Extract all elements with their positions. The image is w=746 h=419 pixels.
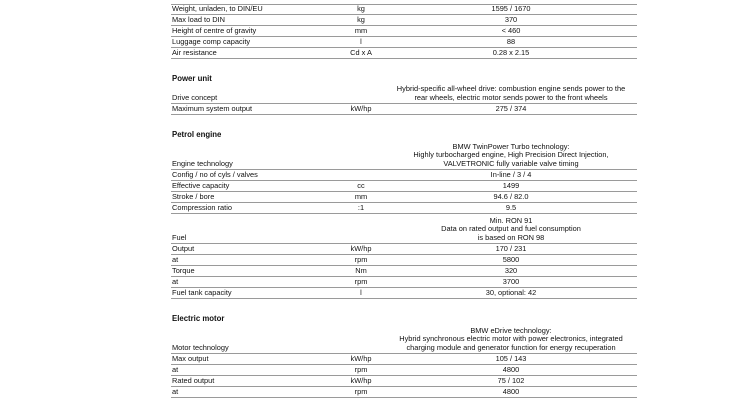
spec-label: Maximum system output: [172, 103, 253, 113]
spec-label: Height of centre of gravity: [172, 25, 257, 35]
spec-label: Max output: [172, 353, 209, 363]
spec-value: [385, 245, 637, 253]
spec-label: Fuel: [172, 232, 187, 242]
spec-value-line: BMW eDrive technology:: [470, 325, 552, 335]
spec-value-line: < 460: [501, 25, 521, 35]
spec-value: [385, 366, 637, 374]
spec-row: [171, 203, 637, 214]
spec-label: Rated output: [172, 375, 215, 385]
spec-unit: Cd x A: [350, 47, 372, 57]
spec-value-line: 4800: [502, 386, 520, 396]
spec-value-line: 1499: [502, 180, 520, 190]
spec-unit: Nm: [355, 265, 367, 275]
spec-unit: rpm: [354, 386, 368, 396]
spec-row: [171, 354, 637, 365]
spec-label: Fuel tank capacity: [172, 287, 232, 297]
spec-value: [385, 377, 637, 385]
spec-unit: rpm: [354, 276, 368, 286]
spec-value: [385, 143, 637, 168]
section-title: Electric motor: [172, 314, 225, 323]
spec-row: [171, 48, 637, 59]
spec-value-line: 275 / 374: [495, 103, 527, 113]
spec-value: [385, 49, 637, 57]
spec-value-line: 88: [506, 36, 516, 46]
spec-unit: kW/hp: [350, 103, 372, 113]
spec-row: [171, 365, 637, 376]
spec-value: [385, 217, 637, 242]
spec-value-line: Hybrid synchronous electric motor with power electronics, integrated: [399, 334, 623, 344]
section-title: Power unit: [172, 74, 212, 83]
spec-value-line: 30, optional: 42: [485, 287, 537, 297]
spec-row: [171, 255, 637, 266]
spec-value-line: charging module and generator function for energy recuperation: [406, 342, 616, 352]
spec-unit: kg: [357, 3, 365, 13]
spec-row: [171, 288, 637, 299]
spec-value: [385, 85, 637, 102]
spec-value: [385, 327, 637, 352]
spec-label: Motor technology: [172, 342, 229, 352]
spec-label: Torque: [172, 265, 195, 275]
spec-row: [171, 84, 637, 104]
spec-unit: mm: [354, 191, 368, 201]
spec-value-line: Data on rated output and fuel consumption: [441, 224, 581, 234]
spec-row: [171, 104, 637, 115]
spec-value-line: Min. RON 91: [489, 215, 533, 225]
spec-value: [385, 105, 637, 113]
spec-row: [171, 37, 637, 48]
spec-label: Stroke / bore: [172, 191, 215, 201]
spec-value: [385, 193, 637, 201]
spec-value: [385, 182, 637, 190]
spec-row: [171, 15, 637, 26]
spec-row: [171, 192, 637, 203]
spec-label: Air resistance: [172, 47, 217, 57]
spec-value-line: In-line / 3 / 4: [490, 169, 532, 179]
spec-value-line: rear wheels, electric motor sends power to the front wheels: [414, 92, 608, 102]
spec-unit: rpm: [354, 254, 368, 264]
spec-value-line: BMW TwinPower Turbo technology:: [452, 141, 570, 151]
spec-row: [171, 4, 637, 15]
spec-row: [171, 324, 637, 354]
spec-label: Effective capacity: [172, 180, 230, 190]
spec-value: [385, 5, 637, 13]
spec-unit: mm: [354, 25, 368, 35]
spec-unit: :1: [357, 202, 365, 212]
spec-row: [171, 181, 637, 192]
spec-value: [385, 27, 637, 35]
spec-unit: cc: [357, 180, 365, 190]
spec-unit: kW/hp: [350, 353, 372, 363]
spec-row: [171, 277, 637, 288]
section-title: Petrol engine: [172, 130, 222, 139]
spec-value: [385, 38, 637, 46]
spec-value-line: 170 / 231: [495, 243, 527, 253]
spec-value: [385, 171, 637, 179]
spec-unit: rpm: [354, 364, 368, 374]
spec-unit: kg: [357, 14, 365, 24]
spec-row: [171, 140, 637, 170]
spec-label: Compression ratio: [172, 202, 232, 212]
spec-value: [385, 278, 637, 286]
spec-label: Config / no of cyls / valves: [172, 169, 258, 179]
spec-label: at: [172, 254, 179, 264]
spec-row: [171, 214, 637, 244]
spec-value: [385, 355, 637, 363]
spec-value-line: is based on RON 98: [477, 232, 545, 242]
spec-value-line: 3700: [502, 276, 520, 286]
spec-value-line: Hybrid-specific all-wheel drive: combustion engine sends power to the: [396, 84, 626, 94]
spec-value: [385, 256, 637, 264]
spec-label: Luggage comp capacity: [172, 36, 251, 46]
spec-label: Output: [172, 243, 195, 253]
spec-value-line: 105 / 143: [495, 353, 527, 363]
spec-value-line: 1595 / 1670: [491, 3, 531, 13]
spec-value-line: VALVETRONIC fully variable valve timing: [443, 158, 579, 168]
spec-unit: l: [360, 287, 362, 297]
spec-value-line: 4800: [502, 364, 520, 374]
spec-value: [385, 16, 637, 24]
spec-label: Weight, unladen, to DIN/EU: [172, 3, 263, 13]
spec-sheet: [171, 0, 637, 419]
spec-value-line: 75 / 102: [497, 375, 525, 385]
spec-row: [171, 26, 637, 37]
spec-label: Drive concept: [172, 92, 218, 102]
spec-row: [171, 244, 637, 255]
spec-value: [385, 289, 637, 297]
spec-row: [171, 266, 637, 277]
spec-row: [171, 170, 637, 181]
spec-value-line: Highly turbocharged engine, High Precision Direct Injection,: [413, 150, 609, 160]
spec-value-line: 5800: [502, 254, 520, 264]
spec-label: at: [172, 364, 179, 374]
spec-label: Max load to DIN: [172, 14, 225, 24]
spec-value: [385, 204, 637, 212]
spec-value-line: 94.6 / 82.0: [493, 191, 529, 201]
spec-label: at: [172, 386, 179, 396]
spec-value-line: 320: [504, 265, 518, 275]
spec-unit: l: [360, 36, 362, 46]
spec-label: at: [172, 276, 179, 286]
spec-value-line: 370: [504, 14, 518, 24]
spec-value: [385, 388, 637, 396]
spec-label: Engine technology: [172, 158, 233, 168]
spec-unit: kW/hp: [350, 375, 372, 385]
spec-value-line: 9.5: [505, 202, 517, 212]
spec-row: [171, 387, 637, 398]
spec-unit: kW/hp: [350, 243, 372, 253]
spec-value: [385, 267, 637, 275]
spec-row: [171, 376, 637, 387]
spec-value-line: 0.28 x 2.15: [492, 47, 530, 57]
